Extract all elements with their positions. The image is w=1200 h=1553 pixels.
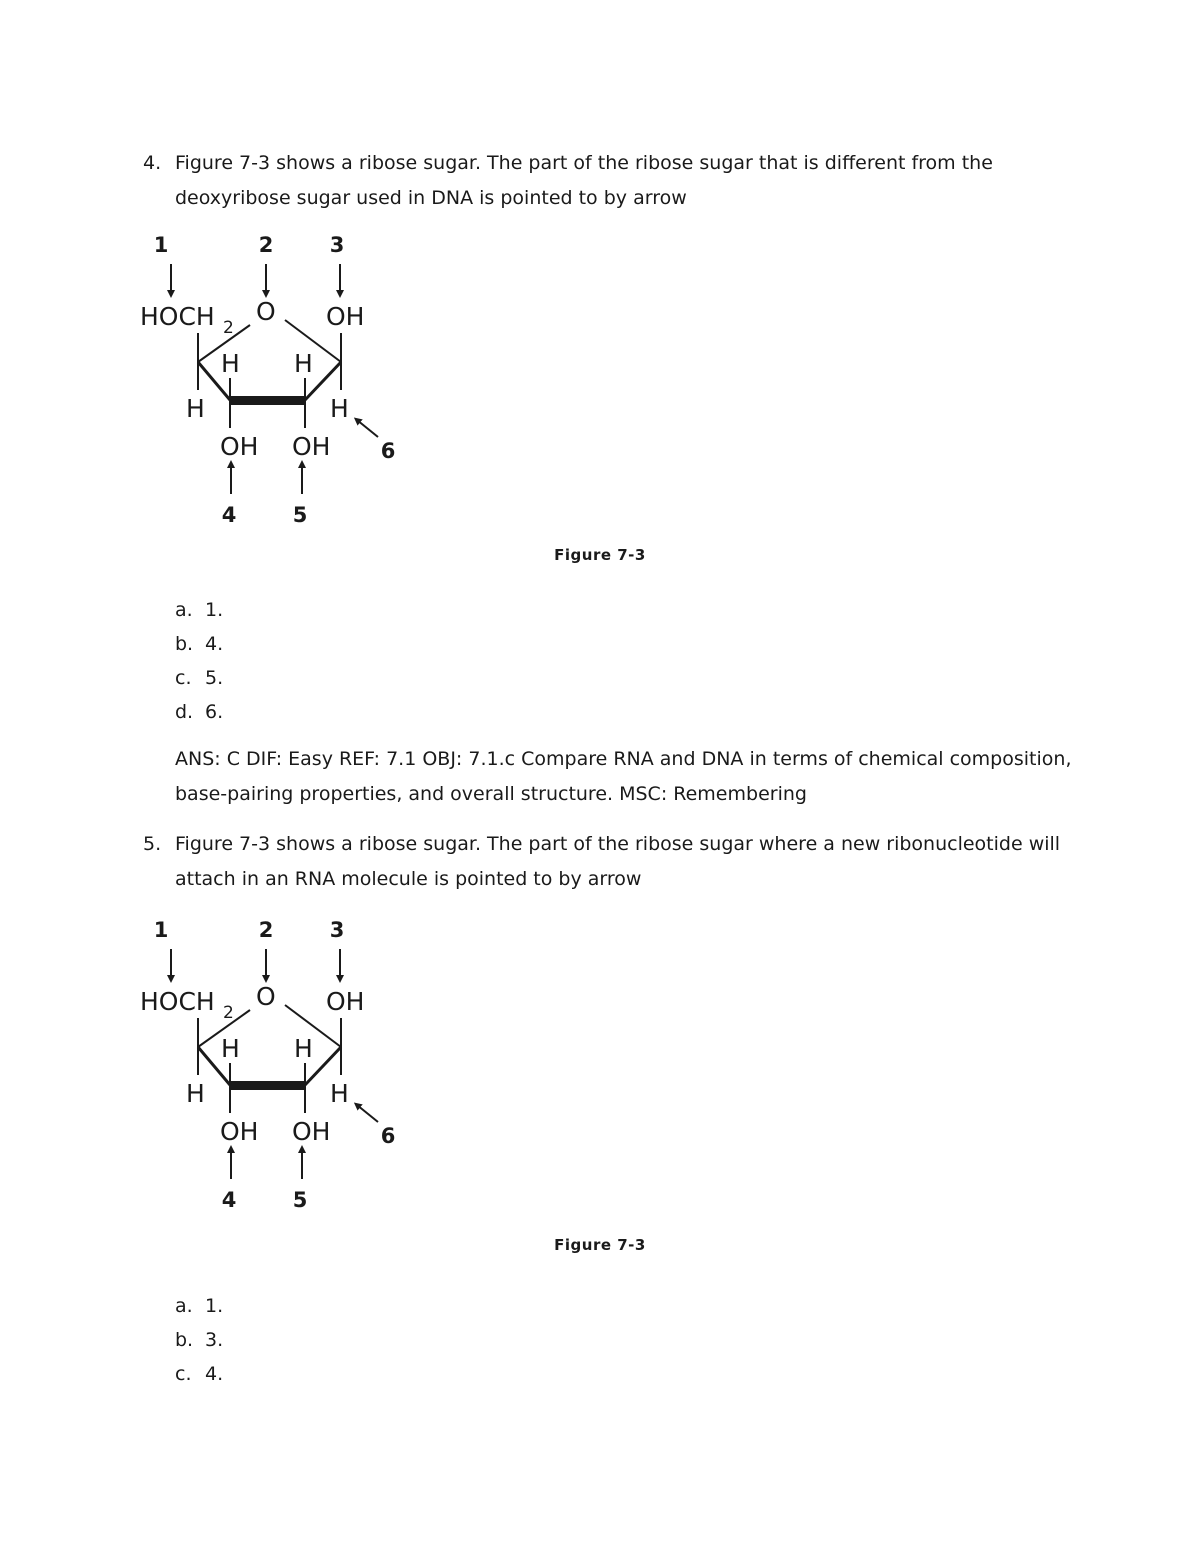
atom-h-left-outer: H (186, 394, 205, 423)
arrow-label-3: 3 (329, 918, 345, 942)
ribose-figure (130, 228, 420, 528)
arrow-label-2: 2 (258, 233, 274, 257)
atom-oh-top: OH (326, 987, 365, 1016)
atom-subscript-2: 2 (223, 1003, 234, 1023)
choice-c: c. 4. (175, 1363, 224, 1385)
question-text: Figure 7-3 shows a ribose sugar. The part of the ribose sugar where a new ribonucleotide will attach in an RNA molecule is pointed to by arrow (175, 833, 1061, 890)
atom-h-right-outer: H (330, 1079, 349, 1108)
arrow-label-1: 1 (153, 233, 169, 257)
answer-key: ANS: C DIF: Easy REF: 7.1 OBJ: 7.1.c Compare RNA and DNA in terms of chemical composition, base-pairing properties, and overall structure. MSC: Remembering (175, 748, 1072, 805)
atom-hoch: HOCH (140, 302, 215, 331)
arrow-label-5: 5 (292, 1188, 308, 1212)
question-number: 4. (143, 152, 162, 174)
atom-h-left-inner: H (221, 1034, 240, 1063)
choice-c: c. 5. (175, 667, 224, 689)
atom-oh-right: OH (292, 1117, 331, 1146)
atom-h-left-outer: H (186, 1079, 205, 1108)
bond-c3-c2-bold (230, 1081, 305, 1090)
answer-choices (175, 593, 223, 729)
atom-h-right-inner: H (294, 1034, 313, 1063)
atom-h-right-outer: H (330, 394, 349, 423)
question-number: 5. (143, 833, 162, 855)
question-text: Figure 7-3 shows a ribose sugar. The part of the ribose sugar that is different from the deoxyribose sugar used in DNA is pointed to by arrow (175, 152, 993, 209)
choice-b: b. 4. (175, 633, 224, 655)
choice-a: a. 1. (175, 1295, 224, 1317)
atom-oh-top: OH (326, 302, 365, 331)
arrow-label-6: 6 (380, 1124, 396, 1148)
arrow-label-4: 4 (221, 503, 237, 527)
arrow-6 (357, 420, 378, 437)
arrow-label-6: 6 (380, 439, 396, 463)
choice-d: d. 6. (175, 701, 224, 723)
ribose-figure (130, 913, 420, 1213)
atom-h-right-inner: H (294, 349, 313, 378)
arrow-label-4: 4 (221, 1188, 237, 1212)
atom-hoch: HOCH (140, 987, 215, 1016)
atom-ring-oxygen: O (256, 982, 276, 1011)
atom-oh-left: OH (220, 432, 259, 461)
bond-c3-c2-bold (230, 396, 305, 405)
arrow-label-2: 2 (258, 918, 274, 942)
atom-h-left-inner: H (221, 349, 240, 378)
ribose-structure-diagram (130, 913, 420, 1213)
choice-b: b. 3. (175, 1329, 224, 1351)
figure-caption: Figure 7-3 (554, 1236, 646, 1254)
atom-ring-oxygen: O (256, 297, 276, 326)
arrow-label-3: 3 (329, 233, 345, 257)
atom-oh-right: OH (292, 432, 331, 461)
atom-subscript-2: 2 (223, 318, 234, 338)
arrow-label-1: 1 (153, 918, 169, 942)
arrow-label-5: 5 (292, 503, 308, 527)
atom-oh-left: OH (220, 1117, 259, 1146)
ribose-structure-diagram (130, 228, 420, 528)
figure-caption: Figure 7-3 (554, 546, 646, 564)
answer-choices (175, 1289, 223, 1391)
arrow-6 (357, 1105, 378, 1122)
choice-a: a. 1. (175, 599, 224, 621)
